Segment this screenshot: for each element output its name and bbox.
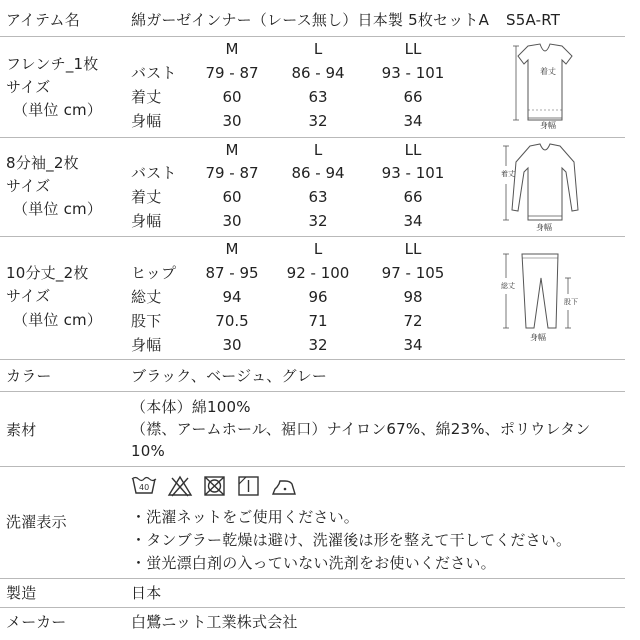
cell-value: 34 xyxy=(403,112,423,130)
cell-value: 30 xyxy=(222,212,242,230)
section-subtitle: サイズ xyxy=(6,78,51,96)
size-header: M xyxy=(225,40,239,58)
svg-text:40: 40 xyxy=(139,483,150,492)
divider xyxy=(0,359,625,360)
size-header: L xyxy=(313,40,323,58)
item-name-label: アイテム名 xyxy=(6,11,80,29)
section-title: フレンチ_1枚 xyxy=(6,55,99,73)
row-label: バスト xyxy=(131,164,177,182)
divider xyxy=(0,391,625,392)
row-label: ヒップ xyxy=(131,264,177,282)
cell-value: 66 xyxy=(403,188,423,206)
row-label: 着丈 xyxy=(131,188,162,206)
size-header: L xyxy=(313,141,323,159)
section-title: 10分丈_2枚 xyxy=(6,264,89,282)
cell-value: 32 xyxy=(308,212,328,230)
cell-value: 79 - 87 xyxy=(205,164,259,182)
diagram-label: 着丈 xyxy=(501,170,515,178)
section-unit: （単位 cm） xyxy=(13,311,103,329)
size-header: LL xyxy=(404,240,422,258)
origin-value: 日本 xyxy=(131,584,162,602)
cell-value: 32 xyxy=(308,336,328,354)
diagram-label: 身幅 xyxy=(530,333,546,342)
iron-low-icon xyxy=(271,475,297,497)
material-line: 10% xyxy=(131,442,165,460)
cell-value: 86 - 94 xyxy=(291,164,345,182)
divider xyxy=(0,36,625,37)
no-tumble-dry-icon xyxy=(203,475,227,497)
divider xyxy=(0,137,625,138)
divider xyxy=(0,607,625,608)
size-header: LL xyxy=(404,141,422,159)
cell-value: 30 xyxy=(222,336,242,354)
diagram-label: 総丈 xyxy=(501,282,515,290)
size-header: L xyxy=(313,240,323,258)
diagram-label: 身幅 xyxy=(536,223,552,232)
product-code: S5A-RT xyxy=(506,11,561,29)
care-note: ・タンブラー乾燥は避け、洗濯後は形を整えて干してください。 xyxy=(131,531,572,549)
divider xyxy=(0,578,625,579)
maker-value: 白鷺ニット工業株式会社 xyxy=(131,613,298,631)
care-symbols xyxy=(131,475,297,497)
row-label: バスト xyxy=(131,64,177,82)
french-sleeve-top-diagram xyxy=(500,40,590,132)
cell-value: 93 - 101 xyxy=(381,164,445,182)
material-line: （本体）綿100% xyxy=(131,398,251,416)
leggings-diagram xyxy=(496,248,592,344)
cell-value: 93 - 101 xyxy=(381,64,445,82)
cell-value: 63 xyxy=(308,188,328,206)
cell-value: 32 xyxy=(308,112,328,130)
section-unit: （単位 cm） xyxy=(13,101,103,119)
size-header: M xyxy=(225,240,239,258)
row-label: 着丈 xyxy=(131,88,162,106)
section-unit: （単位 cm） xyxy=(13,200,103,218)
diagram-label: 股下 xyxy=(564,298,578,306)
cell-value: 87 - 95 xyxy=(205,264,259,282)
material-line: （襟、アームホール、裾口）ナイロン67%、綿23%、ポリウレタン xyxy=(131,420,591,438)
color-value: ブラック、ベージュ、グレー xyxy=(131,367,328,385)
product-name: 綿ガーゼインナー（レース無し）日本製 5枚セットA xyxy=(131,11,490,29)
cell-value: 79 - 87 xyxy=(205,64,259,82)
cell-value: 70.5 xyxy=(215,312,249,330)
color-label: カラー xyxy=(6,367,52,385)
row-label: 身幅 xyxy=(131,336,162,354)
cell-value: 34 xyxy=(403,336,423,354)
section-subtitle: サイズ xyxy=(6,177,51,195)
section-title: 8分袖_2枚 xyxy=(6,154,79,172)
row-label: 股下 xyxy=(131,312,162,330)
cell-value: 60 xyxy=(222,88,242,106)
cell-value: 66 xyxy=(403,88,423,106)
cell-value: 92 - 100 xyxy=(286,264,350,282)
row-label: 総丈 xyxy=(131,288,162,306)
wash-40-icon xyxy=(131,475,157,497)
row-label: 身幅 xyxy=(131,112,162,130)
material-label: 素材 xyxy=(6,421,37,439)
diagram-label: 身幅 xyxy=(540,121,556,130)
size-header: M xyxy=(225,141,239,159)
row-label: 身幅 xyxy=(131,212,162,230)
cell-value: 71 xyxy=(308,312,328,330)
care-note: ・蛍光漂白剤の入っていない洗剤をお使いください。 xyxy=(131,554,496,572)
cell-value: 98 xyxy=(403,288,423,306)
cell-value: 97 - 105 xyxy=(381,264,445,282)
divider xyxy=(0,466,625,467)
cell-value: 30 xyxy=(222,112,242,130)
cell-value: 34 xyxy=(403,212,423,230)
care-note: ・洗濯ネットをご使用ください。 xyxy=(131,508,360,526)
cell-value: 63 xyxy=(308,88,328,106)
divider xyxy=(0,236,625,237)
cell-value: 72 xyxy=(403,312,423,330)
size-header: LL xyxy=(404,40,422,58)
diagram-label: 着丈 xyxy=(540,67,556,76)
no-bleach-icon xyxy=(167,475,193,497)
cell-value: 60 xyxy=(222,188,242,206)
cell-value: 86 - 94 xyxy=(291,64,345,82)
cell-value: 96 xyxy=(308,288,328,306)
cell-value: 94 xyxy=(222,288,242,306)
line-dry-shade-icon xyxy=(237,475,261,497)
maker-label: メーカー xyxy=(6,613,67,631)
section-subtitle: サイズ xyxy=(6,287,51,305)
care-label: 洗濯表示 xyxy=(6,513,67,531)
long-sleeve-top-diagram xyxy=(500,140,590,234)
origin-label: 製造 xyxy=(6,584,37,602)
